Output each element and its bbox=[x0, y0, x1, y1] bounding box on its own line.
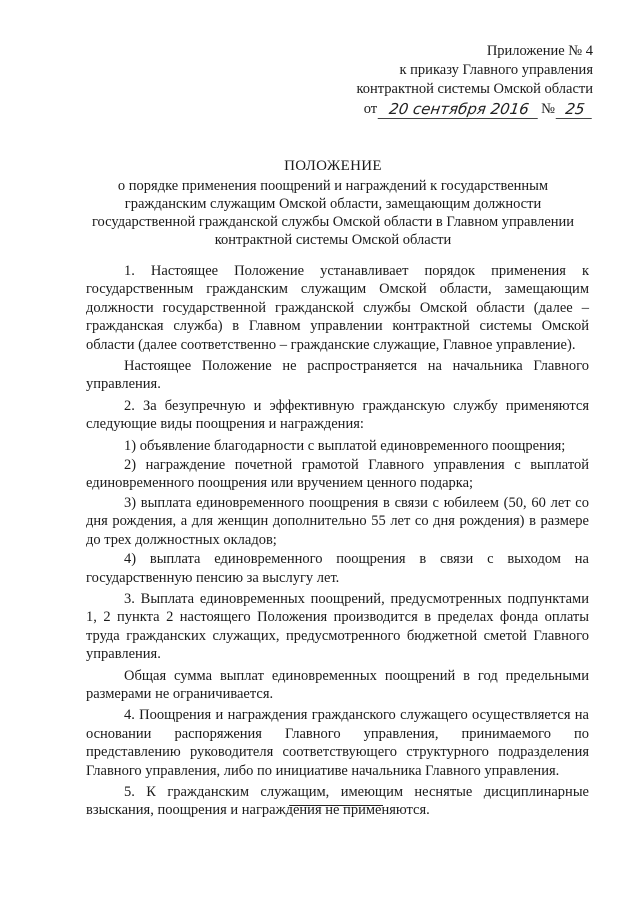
paragraph-3-note: Общая сумма выплат единовременных поощрений в год предельными размерами не ограничивается. bbox=[86, 667, 589, 702]
document-title: ПОЛОЖЕНИЕ bbox=[284, 158, 382, 174]
closing-divider bbox=[289, 805, 383, 806]
document-subtitle: о порядке применения поощрений и награждений к государственным гражданским служащим Омской области, замещающим должности государственной гражданской службы Омской области в Главном управлении контрактной системы Омской области bbox=[91, 178, 575, 248]
paragraph-1-note: Настоящее Положение не распространяется на начальника Главного управления. bbox=[86, 358, 589, 393]
paragraph-3: 3. Выплата единовременных поощрений, предусмотренных подпунктами 1, 2 пункта 2 настоящего Положения производится в пределах фонда оплаты труда гражданских служащих, предусмотренного бюджетной сметой Главного управления. bbox=[86, 590, 589, 663]
appendix-header bbox=[333, 42, 593, 119]
document-title-block bbox=[78, 157, 588, 249]
appendix-number: Приложение № 4 bbox=[486, 43, 593, 59]
list-item-2: 2) награждение почетной грамотой Главного управления с выплатой единовременного поощрения или вручением ценного подарка; bbox=[86, 457, 589, 492]
paragraph-5: 5. К гражданским служащим, имеющим неснятые дисциплинарные взыскания, поощрения и награждения не применяются. bbox=[86, 783, 589, 819]
list-item-1: 1) объявление благодарности с выплатой единовременного поощрения; bbox=[124, 437, 566, 454]
document-body bbox=[86, 262, 589, 823]
paragraph-2: 2. За безупречную и эффективную гражданскую службу применяются следующие виды поощрения и награждения: bbox=[86, 397, 589, 433]
number-label: № bbox=[541, 101, 555, 117]
paragraph-1: 1. Настоящее Положение устанавливает порядок применения к государственным гражданским служащим Омской области, замещающим должности государственной гражданской службы Омской области (далее – гражданская служба) в Главном управлении контрактной системы Омской области (далее соответственно – гражданские служащие, Главное управление). bbox=[86, 263, 589, 353]
list-item-4: 4) выплата единовременного поощрения в связи с выходом на государственную пенсию за выслугу лет. bbox=[86, 551, 589, 586]
order-reference-line1: к приказу Главного управления bbox=[399, 62, 593, 78]
handwritten-order-number: 25 bbox=[556, 100, 595, 119]
list-item-3: 3) выплата единовременного поощрения в связи с юбилеем (50, 60 лет со дня рождения, а для женщин дополнительно 55 лет со дня рождения) в размере до трех должностных окладов; bbox=[86, 494, 589, 548]
handwritten-date: 20 сентября 2016 bbox=[378, 100, 541, 119]
order-reference-line2: контрактной системы Омской области bbox=[356, 81, 593, 97]
order-date-number-line bbox=[333, 100, 593, 119]
paragraph-4: 4. Поощрения и награждения гражданского служащего осуществляется на основании распоряжения Главного управления, принимаемого по представлению руководителя соответствующего структурного подразделения Главного управления, либо по инициативе начальника Главного управления. bbox=[86, 707, 589, 779]
from-label: от bbox=[363, 101, 378, 117]
